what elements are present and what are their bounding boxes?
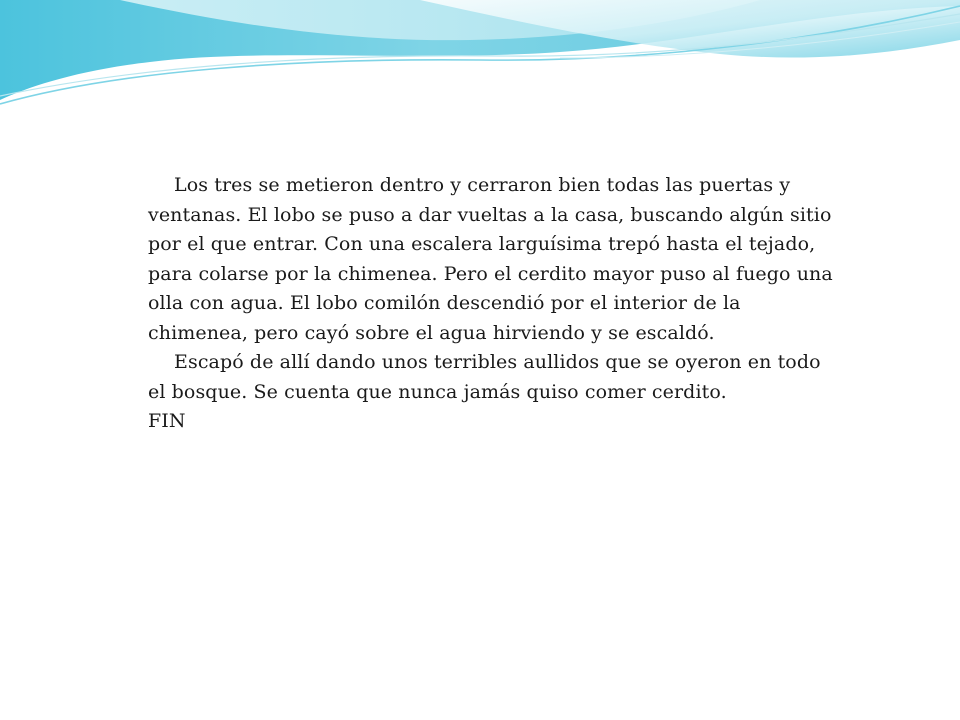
story-text — [148, 171, 838, 437]
header-wave-decoration — [0, 0, 960, 120]
story-paragraph-1: Los tres se metieron dentro y cerraron bien todas las puertas y ventanas. El lobo se puso a dar vueltas a la casa, buscando algún sitio por el que entrar. Con una escalera larguísima trepó hasta el tejado, para colarse por la chimenea. Pero el cerdito mayor puso al fuego una olla con agua. El lobo comilón descendió por el interior de la chimenea, pero cayó sobre el agua hirviendo y se escaldó. — [148, 174, 833, 344]
story-end-label: FIN — [148, 410, 186, 432]
story-paragraph-2: Escapó de allí dando unos terribles aullidos que se oyeron en todo el bosque. Se cuenta que nunca jamás quiso comer cerdito. — [148, 351, 821, 403]
